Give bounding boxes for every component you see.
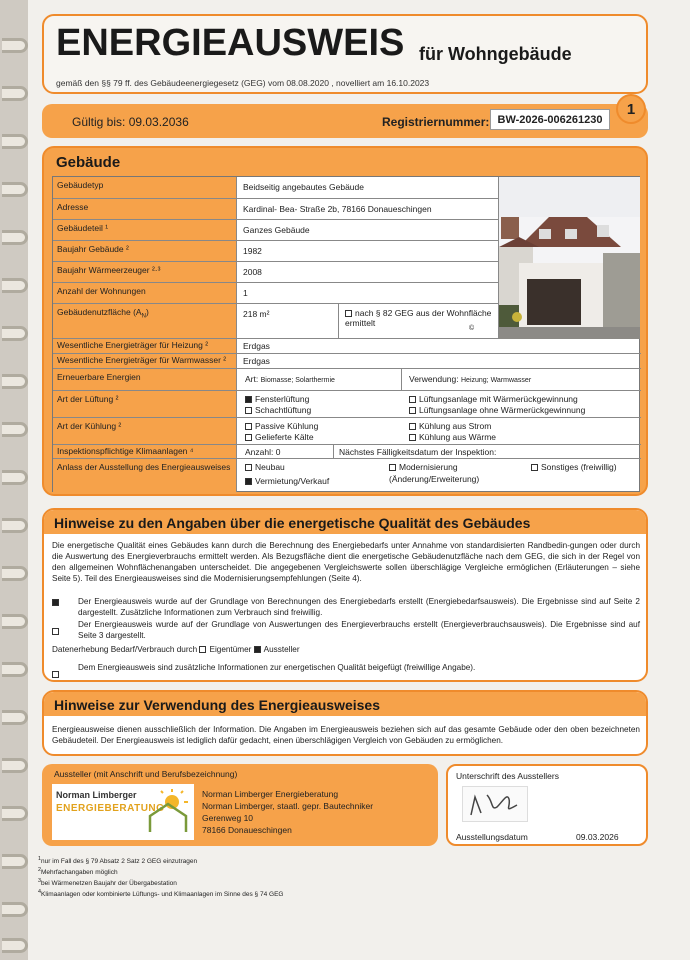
row-label: Baujahr Wärmeerzeuger ²·³ [53,262,237,282]
cooling-option: Passive Kühlung [245,421,318,431]
cell-divider [338,304,339,338]
handwritten-signature [463,787,529,823]
row-label: Gebäudetyp [53,177,237,198]
binding-ring [2,614,28,629]
row-value: Ganzes Gebäude [243,225,310,235]
occasion-option: Modernisierung [389,462,458,472]
photo-copyright: © [469,325,475,332]
row-value: 218 m² [243,309,270,319]
demand-marker [52,598,62,607]
cell-divider [333,445,334,458]
footnote-2: $^2$Mehrfachangaben möglich [38,867,118,877]
issuer-label: Aussteller (mit Anschrift und Berufsbezeichnung) [54,769,238,779]
binding-ring [2,806,28,821]
validity-bar [42,104,648,138]
building-section-title: Gebäude [56,154,121,171]
registration-label: Registriernummer: [382,115,490,129]
ventilation-option: Lüftungsanlage mit Wärmerückgewinnung [409,394,578,404]
checkbox-checked[interactable] [52,599,59,606]
ventilation-option: Fensterlüftung [245,394,309,404]
quality-notes-section [42,508,648,682]
additional-info-text: Dem Energieausweis sind zusätzliche Informationen zur energetischen Qualität beigefügt (freiwillige Angabe). [78,663,476,672]
occasion-option: Sonstiges (freiwillig) [531,462,617,472]
usage-notes-section [42,690,648,756]
area-option: nach § 82 GEG aus der Wohnfläche ermittelt [345,308,492,328]
binding-ring [2,134,28,149]
table-row [53,262,498,283]
quality-intro-text: Die energetische Qualität eines Gebäudes kann durch die Berechnung des Energiebedarfs unter Annahme von standardisierten Randbedin-gungen oder durch die Auswertung des Energieverbrauchs ermittelt werden. Als Bezugsfläche dient die energetische Gebäudenutzfläche nach dem GEG, die sich in der Regel von den allgemeinen Wohnflächenangaben unterscheidet. Die angegebenen Vergleichswerte sollen überschlägige Vergleiche ermöglichen (Erläuterungen – siehe Seite 5). Teil des Energieausweises sind die Modernisierungsempfehlungen (Seite 4). [52,541,640,583]
checkbox[interactable] [389,464,396,471]
binding-ring [2,902,28,917]
binding-ring [2,758,28,773]
row-label: Anzahl der Wohnungen [53,283,237,303]
issuer-box [42,764,438,846]
data-collection-line: Datenerhebung Bedarf/Verbrauch durch Eigentümer Aussteller [52,645,300,654]
row-label: Gebäudeteil ¹ [53,220,237,240]
table-row [53,339,641,354]
consumption-option-text: Der Energieausweis wurde auf der Grundlage von Auswertungen des Energieverbrauchs erstellt (Energieverbrauchsausweis). Die Ergebnisse sind auf Seite 3 dargestellt. [78,620,640,640]
section-header [44,510,646,534]
renewable-use: Verwendung: Heizung; Warmwasser [409,374,532,384]
row-label: Art der Kühlung ² [53,418,237,444]
table-row [53,199,498,220]
house-photo-image [499,177,640,339]
page-subtitle: für Wohngebäude [419,44,572,64]
binding-ring [2,182,28,197]
ventilation-option: Lüftungsanlage ohne Wärmerückgewinnung [409,405,585,415]
checkbox[interactable] [245,423,252,430]
table-row [53,304,498,339]
signature-box [446,764,648,846]
building-photo [469,177,639,339]
signature-image [462,786,528,822]
footnote-3: $^3$bei Wärmenetzen Baujahr der Übergabestation [38,878,177,888]
checkbox[interactable] [245,434,252,441]
registration-number: BW-2026-006261230 [490,109,610,130]
checkbox[interactable] [52,628,59,635]
footnote-4: $^4$Klimaanlagen oder kombinierte Lüftungs- und Klimaanlagen im Sinne des § 74 GEG [38,889,284,899]
table-row [53,354,641,369]
sun-house-icon [144,788,194,838]
table-row [53,459,641,492]
binding-ring [2,854,28,869]
title-box [42,14,648,94]
binding-ring [2,326,28,341]
binding-ring [2,662,28,677]
binding-ring [2,374,28,389]
row-value: Erdgas [243,341,270,351]
binding-ring [2,566,28,581]
page-title: ENERGIEAUSWEIS [56,22,405,64]
issuer-logo: Norman Limberger ENERGIEBERATUNG [52,784,194,840]
section-title: Hinweise zu den Angaben über die energetische Qualität des Gebäudes [54,515,531,531]
row-label: Gebäudenutzfläche $(A_N)$ [53,304,237,338]
page-number-badge: 1 [616,94,646,124]
row-value: 1982 [243,246,262,256]
binding-ring [2,422,28,437]
certificate-page [28,0,690,960]
section-title: Hinweise zur Verwendung des Energieausweises [54,697,381,713]
occasion-option: Neubau [245,462,285,472]
row-value: Nächstes Fälligkeitsdatum der Inspektion: [339,447,497,457]
checkbox[interactable] [245,464,252,471]
checkbox-checked[interactable] [254,646,261,653]
row-label: Art der Lüftung ² [53,391,237,417]
row-label: Inspektionspflichtige Klimaanlagen ⁴ [53,445,237,458]
row-label: Anlass der Ausstellung des Energieausweises [53,459,237,492]
footnote-1: $^1$nur im Fall des § 79 Absatz 2 Satz 2 GEG einzutragen [38,856,198,866]
binding-ring [2,938,28,953]
table-row [53,177,498,199]
row-label: Erneuerbare Energien [53,369,237,390]
checkbox[interactable] [409,396,416,403]
checkbox[interactable] [409,407,416,414]
checkbox-checked[interactable] [245,478,252,485]
row-label: Wesentliche Energieträger für Warmwasser ² [53,354,237,368]
binding-ring [2,230,28,245]
table-row [53,220,498,241]
checkbox[interactable] [409,423,416,430]
cooling-option: Gelieferte Kälte [245,432,314,442]
binding-ring [2,518,28,533]
table-row [53,283,498,304]
checkbox[interactable] [52,671,59,678]
cooling-option: Kühlung aus Strom [409,421,491,431]
binding-ring [2,710,28,725]
renewable-type: Art: Biomasse; Solarthermie [245,374,335,384]
checkbox[interactable] [199,646,206,653]
row-value: Erdgas [243,356,270,366]
checkbox[interactable] [409,434,416,441]
checkbox[interactable] [245,407,252,414]
checkbox[interactable] [345,310,352,317]
cell-divider [401,369,402,390]
valid-until: Gültig bis: 09.03.2036 [72,115,189,129]
row-value: Kardinal- Bea- Straße 2b, 78166 Donaueschingen [243,204,432,214]
issue-date-label: Ausstellungsdatum [456,832,528,842]
checkbox[interactable] [531,464,538,471]
row-label: Wesentliche Energieträger für Heizung ² [53,339,237,353]
row-label: Baujahr Gebäude ² [53,241,237,261]
building-table [52,176,640,492]
occasion-option: Vermietung/Verkauf [245,476,329,486]
consumption-marker [52,621,62,639]
table-row [53,418,641,445]
law-reference: gemäß den §§ 79 ff. des Gebäudeenergiegesetz (GEG) vom 08.08.2020 , novelliert am 16.10.2023 [56,78,430,88]
issue-date-value: 09.03.2026 [576,832,619,842]
table-row [53,391,641,418]
binding-ring [2,38,28,53]
section-header [44,692,646,716]
signature-label: Unterschrift des Ausstellers [456,771,559,781]
row-value: 2008 [243,267,262,277]
additional-info-marker [52,664,62,682]
binding-ring [2,470,28,485]
cooling-option: Kühlung aus Wärme [409,432,496,442]
binding-ring [2,278,28,293]
binding-ring [2,86,28,101]
row-value: 1 [243,288,248,298]
ventilation-option: Schachtlüftung [245,405,311,415]
occasion-option-note: (Änderung/Erweiterung) [389,474,480,484]
issuer-address: Norman Limberger Energieberatung Norman Limberger, staatl. gepr. Bautechniker Gerenweg 10 78166 Donaueschingen [202,789,374,835]
table-row [53,241,498,262]
row-value: Anzahl: 0 [245,447,281,457]
demand-option-text: Der Energieausweis wurde auf der Grundlage von Berechnungen des Energiebedarfs erstellt (Energiebedarfsausweis). Die Ergebnisse sind auf Seite 2 dargestellt. Zusätzliche Informationen zum Verbrauch sind freiwillig. [78,597,640,617]
table-row [53,369,641,391]
row-label: Adresse [53,199,237,219]
table-row [53,445,641,459]
row-value: Beidseitig angebautes Gebäude [243,182,364,192]
checkbox-checked[interactable] [245,396,252,403]
building-section [42,146,648,496]
usage-text: Energieausweise dienen ausschließlich der Information. Die Angaben im Energieausweis beziehen sich auf das gesamte Gebäude oder den oben bezeichneten Gebäudeteil. Der Energieausweis ist lediglich dafür gedacht, einen überschlägigen Vergleich von Gebäuden zu ermöglichen. [52,725,640,745]
